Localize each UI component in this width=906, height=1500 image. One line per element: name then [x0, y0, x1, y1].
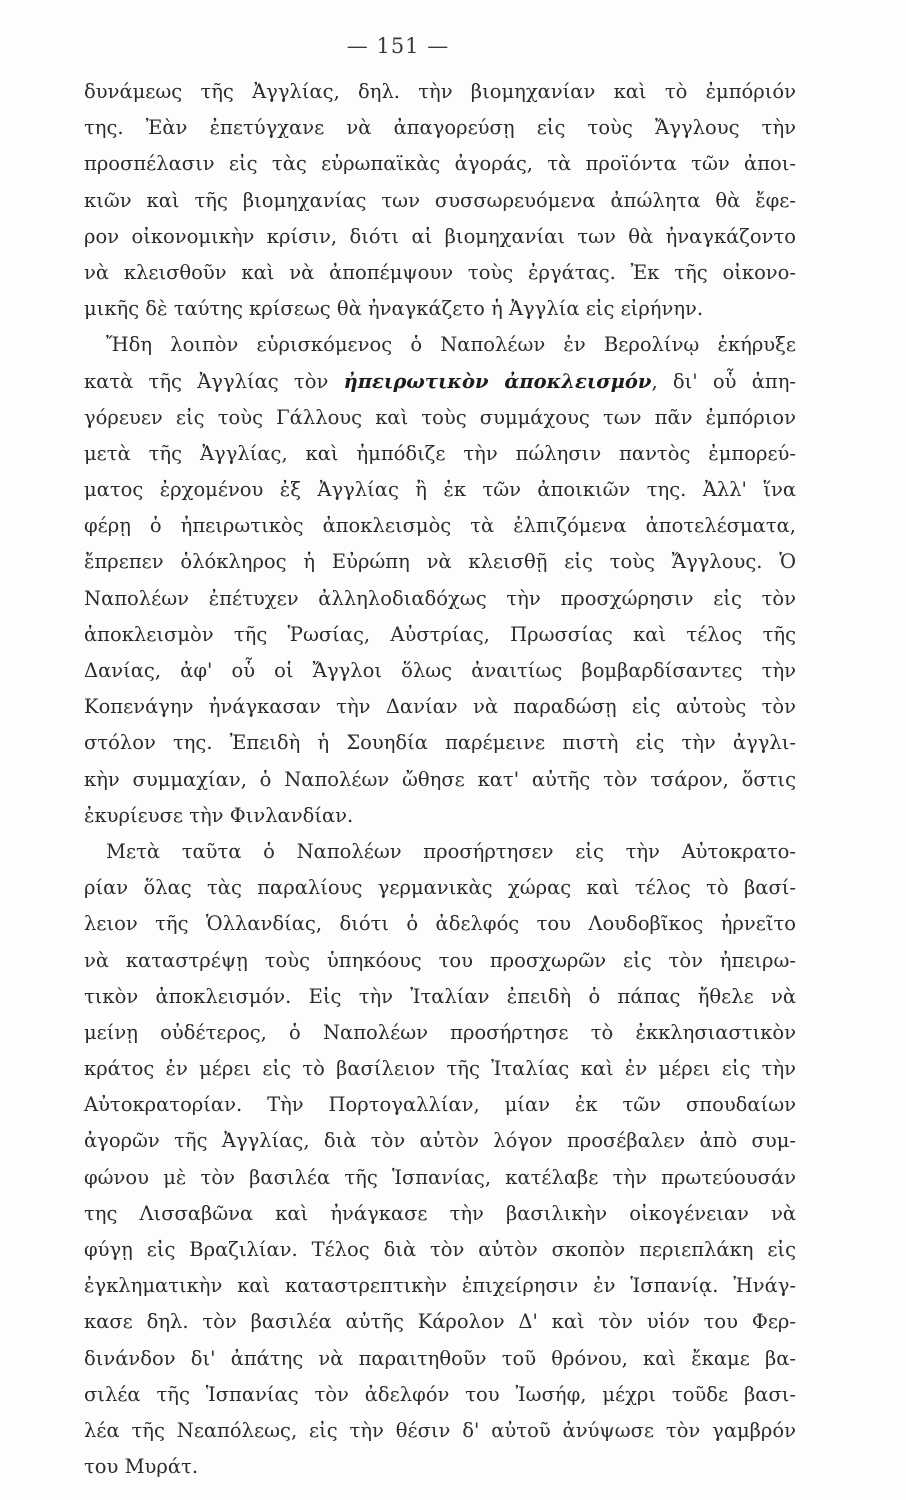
page-number: — 151 — [346, 34, 450, 58]
text-line: Ναπολέων ἐπέτυχεν ἀλληλοδιαδόχως τὴν προσχώρησιν εἰς τὸν [84, 586, 796, 610]
text-line: νὰ καταστρέψῃ τοὺς ὑπηκόους του προσχωρῶν εἰς τὸν ἠπειρω- [84, 948, 796, 972]
text-line: ἀγορῶν τῆς Ἀγγλίας, διὰ τὸν αὐτὸν λόγον προσέβαλεν ἀπὸ συμ- [84, 1129, 796, 1153]
text-line: Κοπενάγην ἠνάγκασαν τὴν Δανίαν νὰ παραδώσῃ εἰς αὐτοὺς τὸν [84, 695, 796, 719]
body-text [84, 74, 796, 1485]
text-line: προσπέλασιν εἰς τὰς εὐρωπαϊκὰς ἀγοράς, τὰ προϊόντα τῶν ἀποι- [84, 152, 796, 176]
text-line: του Μυράτ. [84, 1455, 199, 1479]
text-line: μικῆς δὲ ταύτης κρίσεως θὰ ἠναγκάζετο ἡ Ἀγγλία εἰς εἰρήνην. [84, 297, 704, 321]
text-line: μετὰ τῆς Ἀγγλίας, καὶ ἠμπόδιζε τὴν πώλησιν παντὸς ἐμπορεύ- [84, 441, 796, 465]
text-line: στόλον της. Ἐπειδὴ ἡ Σουηδία παρέμεινε πιστὴ εἰς τὴν ἀγγλι- [84, 731, 796, 755]
text-line: Ἤδη λοιπὸν εὑρισκόμενος ὁ Ναπολέων ἐν Βερολίνῳ ἐκήρυξε [106, 333, 796, 357]
text-line: κασε δηλ. τὸν βασιλέα αὐτῆς Κάρολον Δ' καὶ τὸν υἱόν του Φερ- [84, 1310, 796, 1334]
text-line: λειον τῆς Ὁλλανδίας, διότι ὁ ἀδελφός του Λουδοβῖκος ἠρνεῖτο [84, 912, 796, 936]
text-line: σιλέα τῆς Ἱσπανίας τὸν ἀδελφόν του Ἰωσήφ, μέχρι τοῦδε βασι- [84, 1382, 796, 1406]
text-line: ἐκυρίευσε τὴν Φινλανδίαν. [84, 803, 354, 827]
text-line: ρον οἰκονομικὴν κρίσιν, διότι αἱ βιομηχανίαι των θὰ ἠναγκάζοντο [84, 224, 796, 248]
text-line: δινάνδον δι' ἀπάτης νὰ παραιτηθοῦν τοῦ θρόνου, καὶ ἔκαμε βα- [84, 1346, 796, 1370]
text-line: Μετὰ ταῦτα ὁ Ναπολέων προσήρτησεν εἰς τὴν Αὐτοκρατο- [106, 839, 796, 863]
text-line: Αὐτοκρατορίαν. Τὴν Πορτογαλλίαν, μίαν ἐκ τῶν σπουδαίων [84, 1093, 796, 1117]
text-line: της Λισσαβῶνα καὶ ἠνάγκασε τὴν βασιλικὴν οἰκογένειαν νὰ [84, 1201, 796, 1225]
text-line: ἐγκληματικὴν καὶ καταστρεπτικὴν ἐπιχείρησιν ἐν Ἱσπανίᾳ. Ἠνάγ- [84, 1274, 796, 1298]
text-line: κατὰ τῆς Ἀγγλίας τὸν ἠπειρωτικὸν ἀποκλεισμόν, δι' οὗ ἀπη- [84, 369, 796, 393]
text-line: ἔπρεπεν ὁλόκληρος ἡ Εὐρώπη νὰ κλεισθῇ εἰς τοὺς Ἄγγλους. Ὁ [84, 550, 796, 574]
text-line: φύγῃ εἰς Βραζιλίαν. Τέλος διὰ τὸν αὐτὸν σκοπὸν περιεπλάκη εἰς [84, 1238, 796, 1261]
text-line: λέα τῆς Νεαπόλεως, εἰς τὴν θέσιν δ' αὐτοῦ ἀνύψωσε τὸν γαμβρόν [84, 1418, 796, 1442]
text-line: Δανίας, ἀφ' οὗ οἱ Ἄγγλοι ὅλως ἀναιτίως βομβαρδίσαντες τὴν [84, 659, 796, 682]
text-line: ρίαν ὅλας τὰς παραλίους γερμανικὰς χώρας καὶ τέλος τὸ βασί- [84, 876, 796, 900]
text-line: νὰ κλεισθοῦν καὶ νὰ ἀποπέμψουν τοὺς ἐργάτας. Ἐκ τῆς οἰκονο- [84, 260, 796, 284]
text-line: ἀποκλεισμὸν τῆς Ῥωσίας, Αὐστρίας, Πρωσσίας καὶ τέλος τῆς [84, 622, 796, 646]
text-line: της. Ἐὰν ἐπετύγχανε νὰ ἀπαγορεύσῃ εἰς τοὺς Ἄγγλους τὴν [84, 116, 796, 140]
text-line: κιῶν καὶ τῆς βιομηχανίας των συσσωρευόμενα ἀπώλητα θὰ ἔφε- [84, 188, 796, 212]
text-line: ματος ἐρχομένου ἐξ Ἀγγλίας ἢ ἐκ τῶν ἀποικιῶν της. Ἀλλ' ἵνα [84, 478, 796, 502]
text-line: μείνῃ οὐδέτερος, ὁ Ναπολέων προσήρτησε τὸ ἐκκλησιαστικὸν [84, 1020, 796, 1044]
text-line: φέρῃ ὁ ἠπειρωτικὸς ἀποκλεισμὸς τὰ ἐλπιζόμενα ἀποτελέσματα, [84, 514, 796, 538]
text-line: κὴν συμμαχίαν, ὁ Ναπολέων ὤθησε κατ' αὐτῆς τὸν τσάρον, ὅστις [84, 767, 796, 791]
text-line: γόρευεν εἰς τοὺς Γάλλους καὶ τοὺς συμμάχους των πᾶν ἐμπόριον [84, 405, 796, 429]
text-line: κράτος ἐν μέρει εἰς τὸ βασίλειον τῆς Ἰταλίας καὶ ἐν μέρει εἰς τὴν [84, 1057, 796, 1081]
text-line: τικὸν ἀποκλεισμόν. Εἰς τὴν Ἰταλίαν ἐπειδὴ ὁ πάπας ἤθελε νὰ [84, 984, 796, 1008]
text-line: δυνάμεως τῆς Ἀγγλίας, δηλ. τὴν βιομηχανίαν καὶ τὸ ἐμπόριόν [84, 80, 796, 103]
text-line: φώνου μὲ τὸν βασιλέα τῆς Ἱσπανίας, κατέλαβε τὴν πρωτεύουσάν [84, 1165, 796, 1189]
emphasized-term: ἠπειρωτικὸν ἀποκλεισμόν [343, 369, 652, 393]
